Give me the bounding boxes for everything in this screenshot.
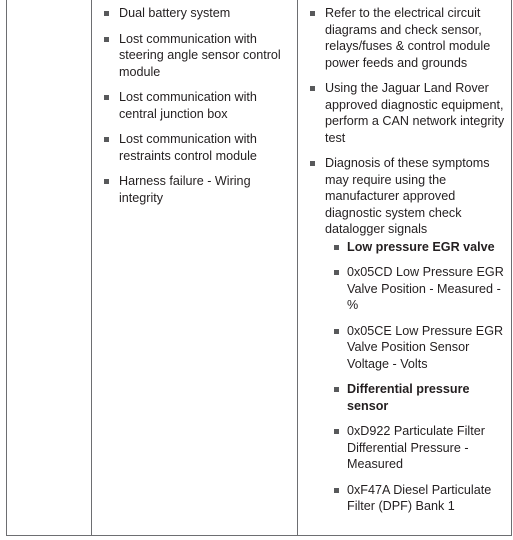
cause-text: Lost communication with restraints control module [119, 132, 257, 163]
cause-text: Lost communication with steering angle sensor control module [119, 31, 281, 79]
square-bullet-icon [334, 429, 339, 434]
signal-item [298, 264, 512, 314]
cause-item [92, 131, 297, 164]
cause-item [92, 5, 297, 22]
causes-list [92, 0, 297, 206]
square-bullet-icon [334, 488, 339, 493]
actions-list [298, 0, 512, 238]
square-bullet-icon [310, 86, 315, 91]
cause-text: Harness failure - Wiring integrity [119, 174, 251, 205]
signal-item [298, 423, 512, 473]
signals-list [298, 239, 512, 515]
square-bullet-icon [334, 329, 339, 334]
symptom-table [6, 0, 512, 536]
signal-text: 0xF47A Diesel Particulate Filter (DPF) Bank 1 [347, 482, 492, 513]
signal-text: 0xD922 Particulate Filter Differential Pressure - Measured [347, 424, 485, 471]
action-text: Diagnosis of these symptoms may require using the manufacturer approved diagnostic system check datalogger signals [325, 156, 490, 236]
signal-text: Differential pressure sensor [347, 382, 470, 413]
signal-group-heading [298, 381, 512, 414]
signal-item [298, 482, 512, 515]
square-bullet-icon [334, 387, 339, 392]
square-bullet-icon [310, 161, 315, 166]
action-item [298, 5, 512, 71]
signal-group-heading [298, 239, 512, 256]
action-item [298, 155, 512, 238]
square-bullet-icon [104, 11, 109, 16]
possible-causes-column [92, 0, 297, 206]
action-item [298, 80, 512, 146]
actions-column [298, 0, 512, 524]
cause-item [92, 173, 297, 206]
square-bullet-icon [104, 95, 109, 100]
cause-text: Dual battery system [119, 6, 231, 20]
signal-item [298, 323, 512, 373]
square-bullet-icon [104, 37, 109, 42]
square-bullet-icon [104, 137, 109, 142]
signal-text: 0x05CD Low Pressure EGR Valve Position - Measured - % [347, 265, 504, 312]
cause-item [92, 31, 297, 81]
signal-text: Low pressure EGR valve [347, 239, 495, 254]
square-bullet-icon [104, 179, 109, 184]
action-text: Using the Jaguar Land Rover approved diagnostic equipment, perform a CAN network integrity test [325, 81, 505, 145]
square-bullet-icon [310, 11, 315, 16]
cause-text: Lost communication with central junction box [119, 90, 257, 121]
cause-item [92, 89, 297, 122]
square-bullet-icon [334, 270, 339, 275]
action-text: Refer to the electrical circuit diagrams and check sensor, relays/fuses & control module power feeds and grounds [325, 6, 491, 70]
signal-text: 0x05CE Low Pressure EGR Valve Position Sensor Voltage - Volts [347, 323, 504, 371]
square-bullet-icon [334, 245, 339, 250]
